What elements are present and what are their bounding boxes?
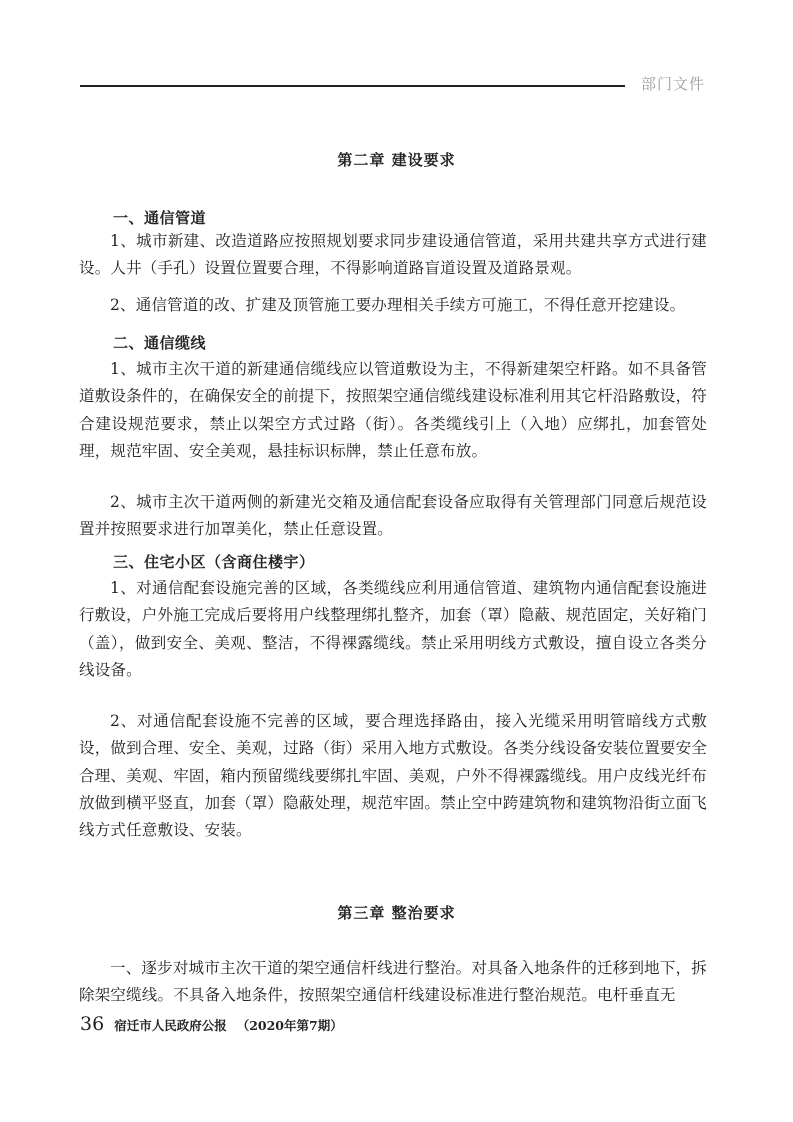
section-heading-residential: 三、住宅小区（含商住楼宇） xyxy=(113,553,315,571)
page-number: 36 xyxy=(80,1013,105,1035)
footer xyxy=(80,1013,343,1035)
paragraph-remediation-1: 一、逐步对城市主次干道的架空通信杆线进行整治。对具备入地条件的迁移到地下，拆除架空缆线。不具备入地条件，按照架空通信杆线建设标准进行整治规范。电杆垂直无 xyxy=(79,959,707,1005)
publication-issue: （2020年第7期） xyxy=(236,1018,343,1033)
section-label: 部门文件 xyxy=(641,75,706,93)
publication-title: 宿迁市人民政府公报 xyxy=(114,1018,227,1033)
paragraph-residential-1: 1、对通信配套设施完善的区域，各类缆线应利用通信管道、建筑物内通信配套设施进行敷设，户外施工完成后要将用户线整理绑扎整齐，加套（罩）隐蔽、规范固定，关好箱门（盖），做到安全、美观、整洁，不得裸露缆线。禁止采用明线方式敷设，擅自设立各类分线设备。 xyxy=(79,579,708,679)
section-heading-cables: 二、通信缆线 xyxy=(113,334,207,352)
chapter-2-title: 第二章 建设要求 xyxy=(337,151,456,169)
paragraph-cables-1: 1、城市主次干道的新建通信缆线应以管道敷设为主，不得新建架空杆路。如不具备管道敷设条件的，在确保安全的前提下，按照架空通信缆线建设标准利用其它杆沿路敷设，符合建设规范要求，禁止以架空方式过路（街）。各类缆线引上（入地）应绑扎，加套管处理，规范牢固、安全美观，悬挂标识标牌，禁止任意布放。 xyxy=(79,360,708,460)
chapter-3-title: 第三章 整治要求 xyxy=(337,904,456,922)
paragraph-conduits-2: 2、通信管道的改、扩建及顶管施工要办理相关手续方可施工，不得任意开挖建设。 xyxy=(110,296,686,314)
header-rule xyxy=(80,85,625,87)
section-heading-conduits: 一、通信管道 xyxy=(113,209,207,227)
paragraph-residential-2: 2、对通信配套设施不完善的区域，要合理选择路由，接入光缆采用明管暗线方式敷设，做到合理、安全、美观，过路（街）采用入地方式敷设。各类分线设备安装位置要安全合理、美观、牢固，箱内预留缆线要绑扎牢固、美观，户外不得裸露缆线。用户皮线光纤布放做到横平竖直，加套（罩）隐蔽处理，规范牢固。禁止空中跨建筑物和建筑物沿街立面飞线方式任意敷设、安装。 xyxy=(79,712,708,840)
paragraph-conduits-1: 1、城市新建、改造道路应按照规划要求同步建设通信管道，采用共建共享方式进行建设。人井（手孔）设置位置要合理，不得影响道路盲道设置及道路景观。 xyxy=(79,232,707,278)
paragraph-cables-2: 2、城市主次干道两侧的新建光交箱及通信配套设备应取得有关管理部门同意后规范设置并按照要求进行加罩美化，禁止任意设置。 xyxy=(79,493,707,539)
